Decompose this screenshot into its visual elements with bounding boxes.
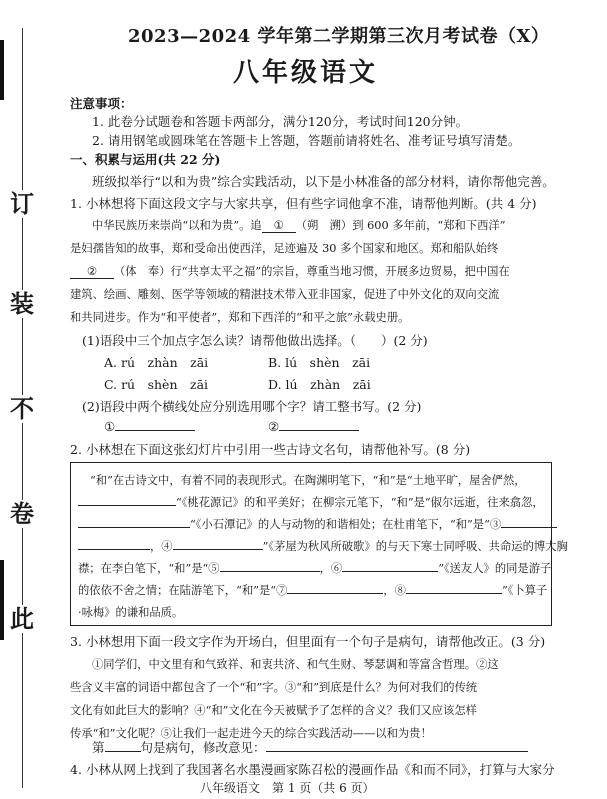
q2-text: ”《卜算子 — [501, 584, 548, 597]
q2-blank-8[interactable] — [406, 593, 502, 594]
q2-text: ”《茅屋为秋风所破歌》的与天下寒士同呼吸、共命运的博大胸 — [262, 540, 568, 553]
section-heading: 一、积累与运用(共 22 分) — [70, 152, 221, 167]
q2-text: ，⑥ — [319, 562, 343, 575]
binding-char-zhuang: 装 — [10, 289, 34, 318]
q2-text: “《桃花源记》的和平美好；在柳宗元笔下，“和”是“俶尔远逝，往来翕忽， — [176, 496, 544, 509]
q3-answer-pre: 第 — [92, 740, 105, 755]
q2-blank-1[interactable] — [78, 505, 176, 506]
q1-text: 中华民族历来崇尚“以和为贵”。追 — [92, 219, 262, 232]
q2-text: “《小石潭记》的人与动物的和谐相处；在杜甫笔下，“和”是“③ — [190, 518, 502, 531]
q3-revision-blank[interactable] — [266, 751, 528, 752]
q2-blank-6[interactable] — [342, 571, 438, 572]
edge-mark — [0, 40, 4, 100]
q2-text: ，⑧ — [383, 584, 406, 597]
edge-mark — [0, 560, 4, 640]
q3-para-4: 传承“和”文化呢？⑤让我们一起走进今天的综合实践活动——以和为贵！ — [70, 727, 432, 740]
notice-label: 注意事项： — [70, 96, 133, 111]
q1-stem: 1. 小林想将下面这段文字与大家共享，但有些字词他拿不准，请帮他判断。(共 4 分) — [70, 196, 537, 211]
blank-marker: ① — [273, 219, 284, 232]
q1-passage-line5: 和共同进步。作为“和平使者”，郑和下西洋的“和平之旅”永载史册。 — [70, 311, 410, 324]
q3-para-2: 些含义丰富的词语中都包含了一个“和”字。③“和”到底是什么？为何对我们的传统 — [70, 681, 478, 694]
q2-blank-3[interactable] — [501, 527, 557, 528]
notice-item-1: 1. 此卷分试题卷和答题卡两部分，满分120分，考试时间120分钟。 — [92, 114, 469, 129]
q3-stem: 3. 小林想用下面一段文字作为开场白，但里面有一个句子是病句，请帮他改正。(3 分) — [70, 634, 546, 649]
q1-blank-1[interactable] — [262, 219, 296, 233]
binding-char-ci: 此 — [10, 604, 34, 633]
answer-marker: ② — [268, 419, 280, 434]
q3-answer-line — [92, 738, 528, 756]
q1-choice-1: （朔 溯） — [295, 219, 353, 232]
exam-title: 2023—2024 学年第二学期第三次月考试卷（X） — [128, 26, 550, 47]
blank-marker: ② — [86, 265, 98, 278]
q1-passage-line1 — [92, 217, 505, 233]
q1-text: 行“共享太平之福”的宗旨，尊重当地习惯，开展多边贸易，把中国在 — [170, 265, 510, 278]
q1-passage-line4: 建筑、绘画、雕刻、医学等领域的精湛技术带入亚非国家，促进了中外文化的双向交流 — [70, 288, 500, 301]
q1-passage-line3 — [70, 263, 510, 279]
q2-blank-7[interactable] — [287, 593, 383, 594]
q2-line-6 — [78, 582, 547, 598]
subject-title: 八年级语文 — [233, 58, 379, 88]
q2-text: ，④ — [150, 540, 173, 553]
q2-text: 襟；在李白笔下，“和”是“⑤ — [78, 562, 220, 575]
answer-line — [115, 430, 195, 431]
q1-answer-2[interactable] — [268, 419, 359, 434]
q1-answer-1[interactable] — [104, 419, 195, 434]
q4-stem: 4. 小林从网上找到了我国著名水墨漫画家陈召松的漫画作品《和而不同》，打算与大家分 — [70, 762, 555, 777]
q2-stem: 2. 小林想在下面这张幻灯片中引用一些古诗文名句，请帮他补写。(8 分) — [70, 442, 471, 457]
q3-answer-mid: 句是病句，修改意见： — [140, 740, 266, 755]
notice-item-2: 2. 请用钢笔或圆珠笔在答题卡上答题，答题前请将姓名、准考证号填写清楚。 — [92, 133, 521, 148]
q2-line-1: “和”在古诗文中，有着不同的表现形式。在陶渊明笔下，“和”是“土地平旷，屋舍俨然， — [90, 474, 526, 487]
q2-blank-5[interactable] — [220, 571, 320, 572]
q3-para-3: 文化有如此巨大的影响？④“和”文化在今天被赋予了怎样的含义？我们又应该怎样 — [70, 704, 477, 717]
q2-line-4 — [78, 538, 568, 554]
q1-blank-2[interactable] — [70, 265, 114, 279]
q1-option-d[interactable]: D. lú zhàn zāi — [268, 377, 371, 392]
q2-blank-3b[interactable] — [78, 549, 150, 550]
answer-line — [279, 430, 359, 431]
binding-char-ding: 订 — [10, 189, 34, 218]
q1-sub1: (1)语段中三个加点字怎么读？请帮他做出选择。（ ）(2 分) — [82, 333, 428, 348]
answer-marker: ① — [104, 419, 116, 434]
q1-choice-2: （体 奉） — [114, 265, 171, 278]
q2-line-5 — [78, 560, 551, 576]
q1-option-a[interactable]: A. rú zhàn zāi — [104, 355, 209, 370]
q2-text: 的依依不舍之情；在陆游笔下，“和”是“⑦ — [78, 584, 288, 597]
page-footer: 八年级语文 第 1 页（共 6 页） — [200, 781, 375, 795]
q2-line-2 — [78, 494, 544, 510]
q2-blank-4[interactable] — [173, 549, 263, 550]
section-intro: 班级拟举行“以和为贵”综合实践活动，以下是小林准备的部分材料，请你帮他完善。 — [92, 174, 555, 189]
q3-para-1: ①同学们，中文里有和气致祥、和衷共济、和气生财、琴瑟调和等富含哲理。②这 — [92, 658, 499, 671]
q1-option-b[interactable]: B. lú shèn zāi — [268, 355, 371, 370]
binding-char-bu: 不 — [10, 394, 34, 423]
binding-char-juan: 卷 — [10, 499, 34, 528]
q3-sentence-no-blank[interactable] — [105, 751, 141, 752]
q2-line-7: ·咏梅》的谦和品质。 — [78, 606, 184, 619]
q2-blank-2[interactable] — [78, 527, 190, 528]
q2-text: ”《送友人》的同是游子 — [438, 562, 552, 575]
q1-sub2: (2)语段中两个横线处应分别选用哪个字？请工整书写。(2 分) — [82, 399, 422, 414]
q1-text: 到 600 多年前，“郑和下西洋” — [352, 219, 506, 232]
q1-passage-line2: 是妇孺皆知的故事，郑和受命出使西洋，足迹遍及 30 多个国家和地区。郑和船队始终 — [70, 242, 499, 255]
q1-option-c[interactable]: C. rú shèn zāi — [104, 377, 209, 392]
q2-line-3 — [78, 516, 557, 532]
